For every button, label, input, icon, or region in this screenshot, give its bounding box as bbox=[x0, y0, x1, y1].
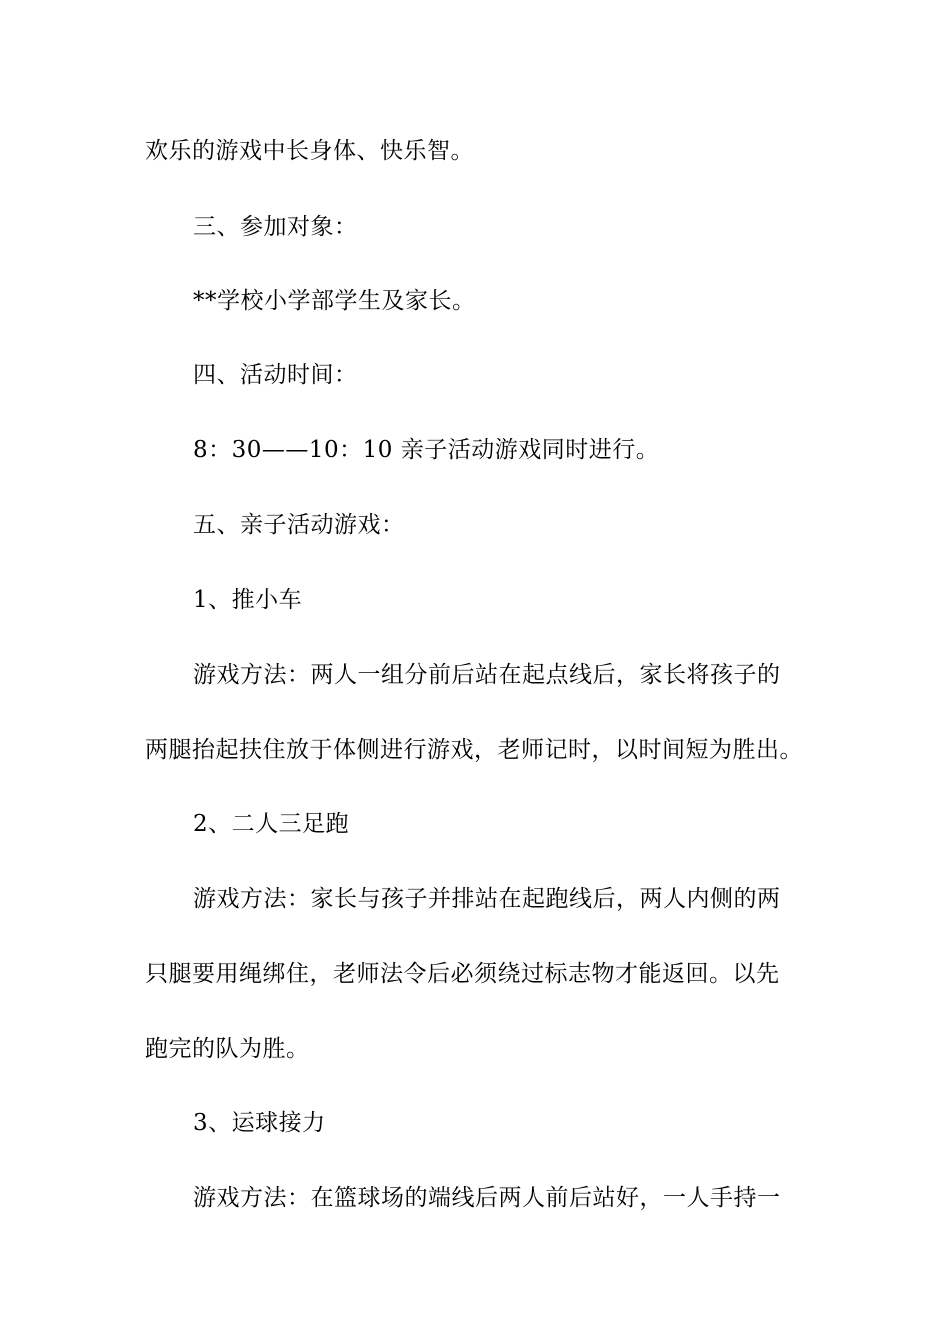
game-title-2: 2、二人三足跑 bbox=[193, 811, 350, 837]
game-method-2-line-2: 只腿要用绳绑住，老师法令后必须绕过标志物才能返回。以先 bbox=[145, 961, 780, 987]
game-method-3-line-1: 游戏方法：在篮球场的端线后两人前后站好，一人手持一 bbox=[193, 1185, 781, 1211]
paragraph-continuation: 欢乐的游戏中长身体、快乐智。 bbox=[145, 138, 474, 164]
game-method-2-line-3: 跑完的队为胜。 bbox=[145, 1036, 310, 1062]
game-title-1: 1、推小车 bbox=[193, 587, 303, 613]
game-method-1-line-1: 游戏方法：两人一组分前后站在起点线后，家长将孩子的 bbox=[193, 662, 781, 688]
section-heading-time: 四、活动时间： bbox=[193, 362, 358, 388]
game-method-1-line-2: 两腿抬起扶住放于体侧进行游戏，老师记时，以时间短为胜出。 bbox=[145, 737, 803, 763]
paragraph-time: 8：30——10：10 亲子活动游戏同时进行。 bbox=[193, 437, 660, 463]
game-method-2-line-1: 游戏方法：家长与孩子并排站在起跑线后，两人内侧的两 bbox=[193, 886, 781, 912]
section-heading-participants: 三、参加对象： bbox=[193, 214, 358, 240]
game-title-3: 3、运球接力 bbox=[193, 1110, 326, 1136]
paragraph-participants: **学校小学部学生及家长。 bbox=[193, 288, 476, 314]
section-heading-games: 五、亲子活动游戏： bbox=[193, 512, 405, 538]
